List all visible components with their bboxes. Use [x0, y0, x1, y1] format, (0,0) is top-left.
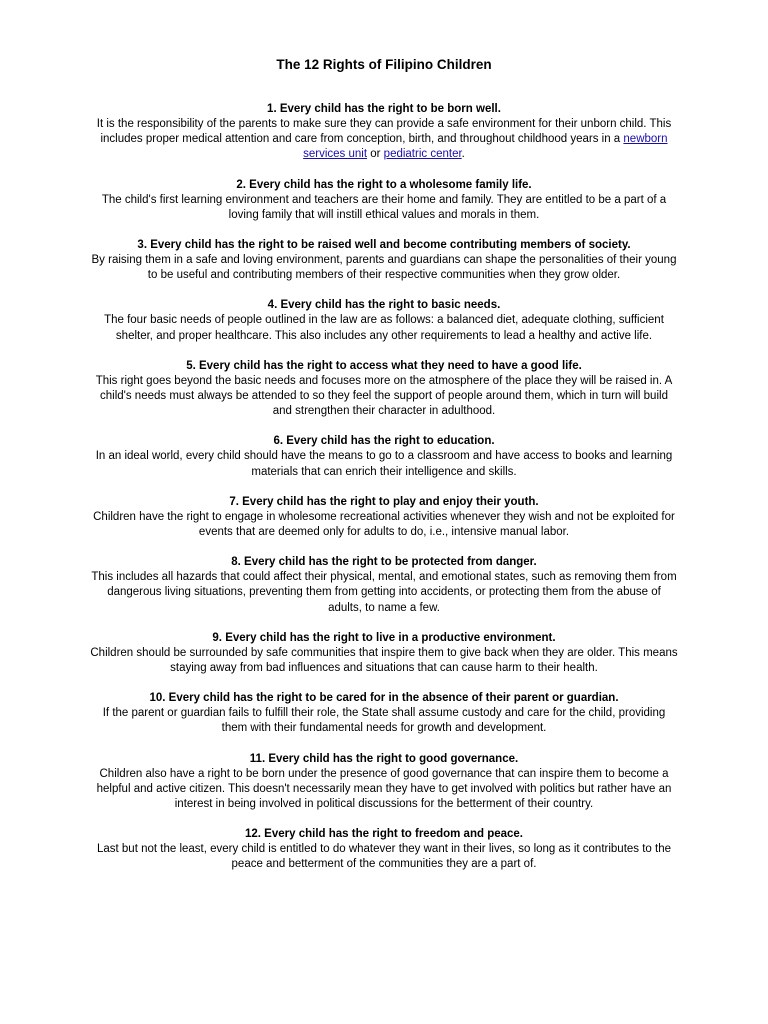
- right-heading: 6. Every child has the right to education.: [273, 435, 495, 448]
- right-body: If the parent or guardian fails to fulfill their role, the State shall assume custody and care for the child, providing them with their fundamental needs for growth and development.: [102, 707, 666, 735]
- right-item-11: [90, 752, 678, 813]
- right-item-3: [90, 238, 678, 283]
- right-heading: 8. Every child has the right to be protected from danger.: [231, 556, 537, 569]
- right-item-2: [90, 178, 678, 223]
- right-heading: 10. Every child has the right to be cared for in the absence of their parent or guardian.: [149, 692, 619, 705]
- right-body: By raising them in a safe and loving environment, parents and guardians can shape the personalities of their young to be useful and contributing members of their respective communities when they grow older.: [91, 254, 677, 282]
- right-body: Children should be surrounded by safe communities that inspire them to give back when they are older. This means staying away from bad influences and situations that can cause harm to their health.: [90, 646, 678, 675]
- right-item-1: [90, 102, 678, 163]
- right-item-8: [90, 555, 678, 616]
- right-body: This includes all hazards that could affect their physical, mental, and emotional states, such as removing them from dangerous living situations, preventing them from getting into accidents, or protecting them from the abuse of adults, to name a few.: [91, 571, 677, 614]
- right-body: In an ideal world, every child should have the means to go to a classroom and have access to books and learning materials that can enrich their intelligence and skills.: [95, 450, 673, 478]
- right-item-10: [90, 691, 678, 736]
- right-item-12: [90, 827, 678, 872]
- right-body: Children also have a right to be born under the presence of good governance that can inspire them to become a helpful and active citizen. This doesn't necessarily mean they have to get involved with politics but rather have an interest in being involved in political discussions for the betterment of their country.: [96, 767, 672, 811]
- right-body-text: It is the responsibility of the parents to make sure they can provide a safe environment for their unborn child. This includes proper medical attention and care from conception, birth, and throughout childhood years in a: [96, 118, 672, 146]
- right-heading: 12. Every child has the right to freedom and peace.: [245, 828, 523, 841]
- right-heading: 1. Every child has the right to be born well.: [267, 103, 501, 115]
- right-item-9: [90, 631, 678, 676]
- right-heading: 3. Every child has the right to be raised well and become contributing members of society.: [137, 239, 631, 252]
- right-heading: 5. Every child has the right to access what they need to have a good life.: [186, 359, 582, 372]
- right-body: The child's first learning environment and teachers are their home and family. They are entitled to be a part of a loving family that will instill ethical values and morals in them.: [101, 193, 667, 221]
- document-title: The 12 Rights of Filipino Children: [276, 57, 492, 72]
- newborn-services-unit-link[interactable]: newborn services unit: [303, 133, 668, 161]
- right-body: This right goes beyond the basic needs and focuses more on the atmosphere of the place they will be raised in. A child's needs must always be attended to so they feel the support of people around them, which in turn will build and strengthen their character in adulthood.: [95, 374, 673, 418]
- right-item-4: [90, 298, 678, 343]
- right-body: Children have the right to engage in wholesome recreational activities whenever they wish and not be exploited for events that are deemed only for adults to do, i.e., intensive manual labor.: [93, 510, 675, 539]
- right-body-connector: or: [367, 148, 384, 161]
- right-item-5: [90, 359, 678, 420]
- right-heading: 4. Every child has the right to basic needs.: [267, 299, 501, 312]
- right-body: Last but not the least, every child is entitled to do whatever they want in their lives, so long as it contributes to the peace and betterment of the communities they are a part of.: [96, 843, 672, 871]
- right-item-6: [90, 434, 678, 479]
- right-body: The four basic needs of people outlined in the law are as follows: a balanced diet, adequate clothing, sufficient shelter, and proper healthcare. This also includes any other requirements to lead a healthy and active life.: [104, 314, 664, 342]
- right-heading: 7. Every child has the right to play and enjoy their youth.: [229, 495, 539, 508]
- pediatric-center-link[interactable]: pediatric center: [383, 148, 462, 161]
- right-body-end: .: [461, 148, 465, 161]
- document-page: [90, 56, 678, 888]
- right-heading: 11. Every child has the right to good governance.: [249, 752, 519, 765]
- right-heading: 2. Every child has the right to a wholesome family life.: [236, 178, 532, 191]
- right-body: [90, 117, 678, 163]
- right-item-7: [90, 495, 678, 540]
- right-heading: 9. Every child has the right to live in a productive environment.: [212, 631, 556, 644]
